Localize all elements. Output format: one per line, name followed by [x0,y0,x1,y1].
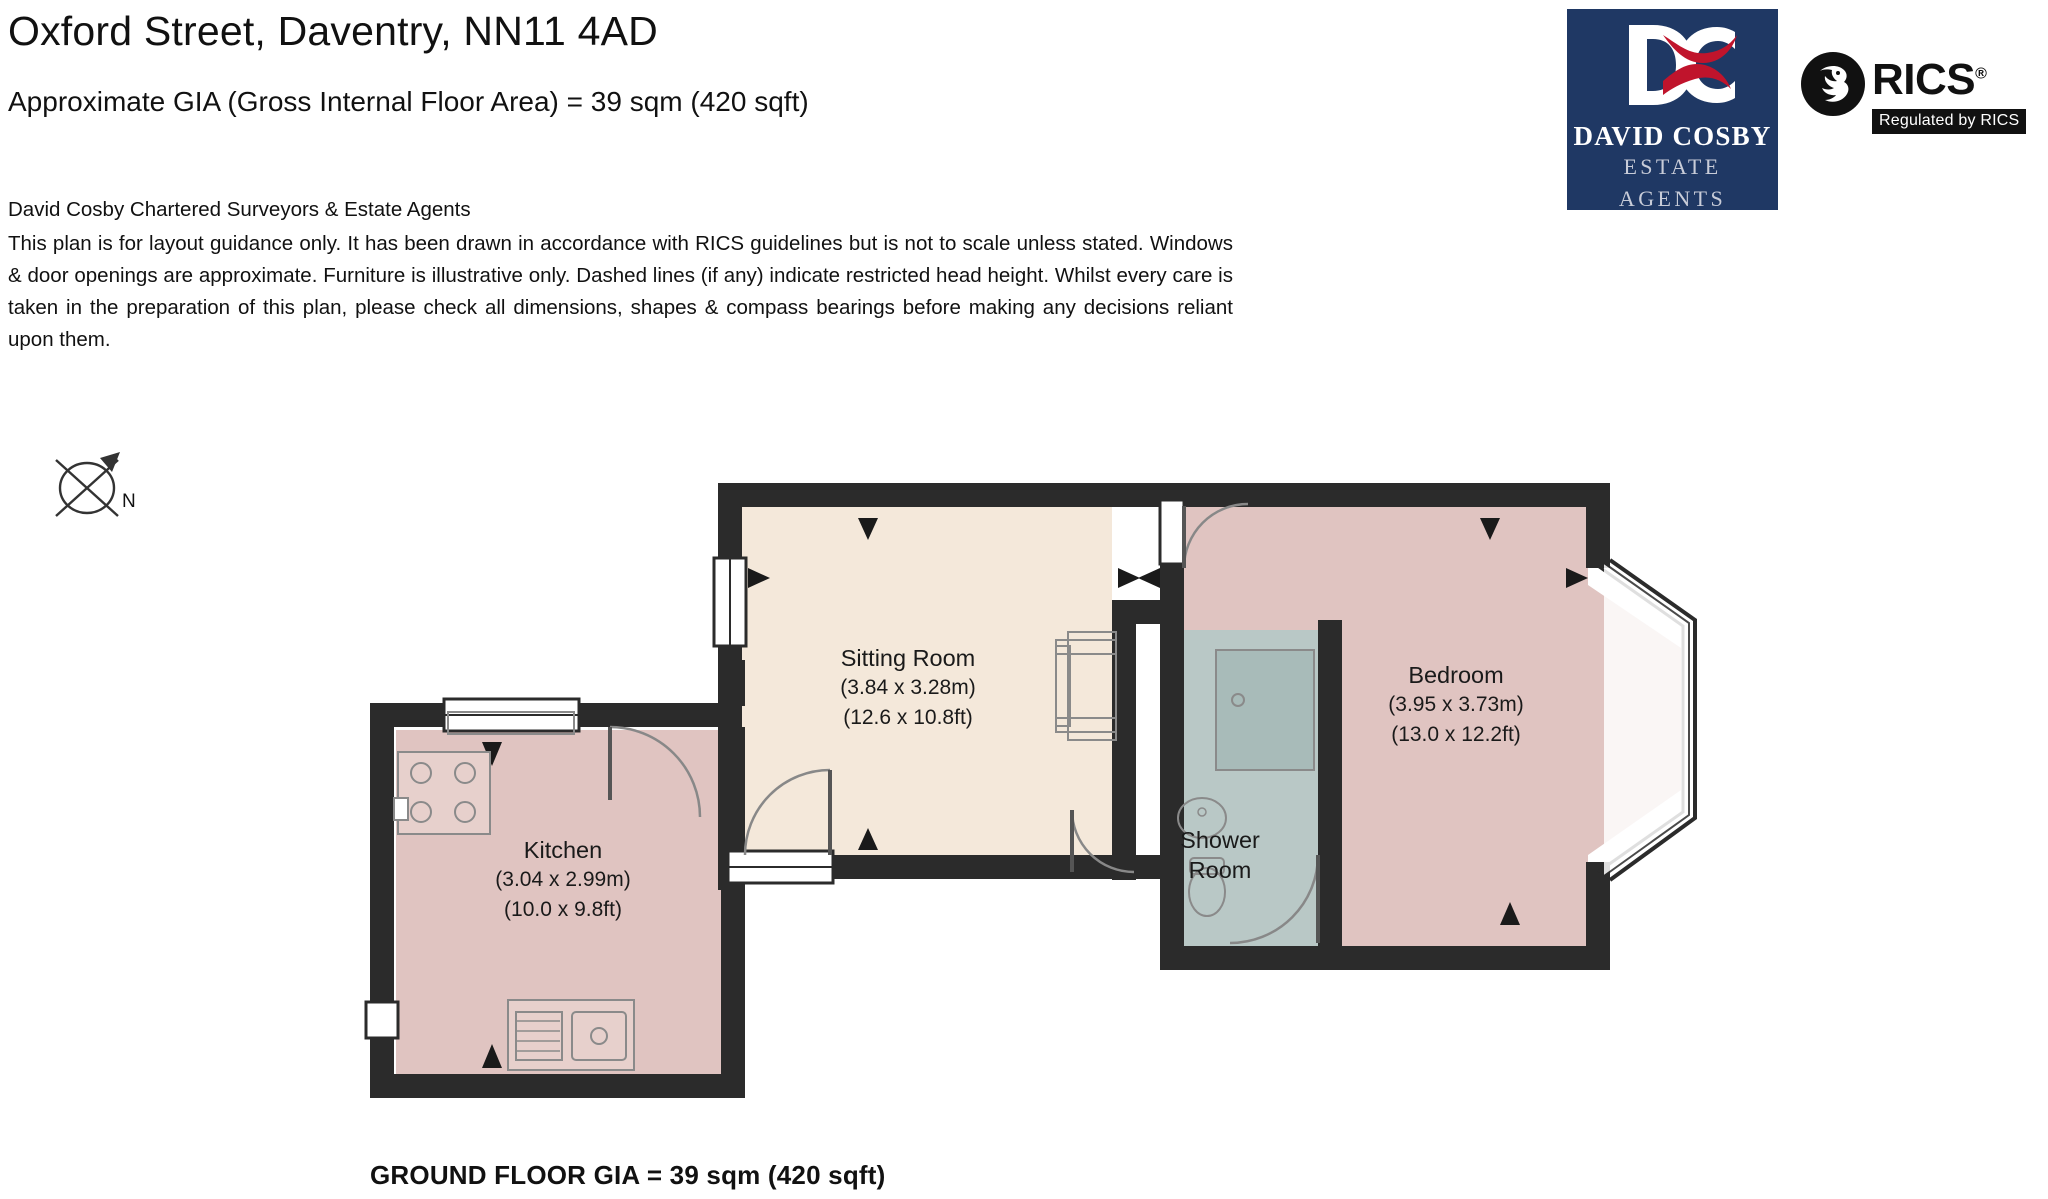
wall-kitchen-bottom [370,1074,745,1098]
rics-word-text: RICS [1872,55,1976,104]
wall-bedroom-partition [1160,505,1184,970]
firm-name: David Cosby Chartered Surveyors & Estate Agents [8,198,471,221]
rics-registered-mark: ® [1975,65,1987,83]
gia-subtitle: Approximate GIA (Gross Internal Floor Area) = 39 sqm (420 sqft) [8,86,809,117]
wall-bedroom-right-upper [1586,483,1610,568]
wall-kitchen-right [721,727,745,1098]
bay-window-bedroom [1598,560,1695,880]
rics-regulated-badge: Regulated by RICS [1872,109,2026,134]
kitchen-sink [508,1000,634,1070]
kitchen-label: Kitchen (3.04 x 2.99m) (10.0 x 9.8ft) [495,837,631,921]
dc-logo-sub: ESTATE AGENTS [1618,154,1727,211]
shower-tray [1216,650,1314,770]
bedroom-label: Bedroom (3.95 x 3.73m) (13.0 x 12.2ft) [1388,662,1524,746]
wall-bedroom-bottom [1160,946,1610,970]
kitchen-hob [394,752,490,834]
shower-room-label: Shower Room [1180,827,1260,883]
sitting-room-label: Sitting Room (3.84 x 3.28m) (12.6 x 10.8ft) [840,645,976,729]
door-opening-sitting-bedroom [1160,500,1184,564]
window-kitchen-left [366,1002,398,1038]
page-title: Oxford Street, Daventry, NN11 4AD [8,8,658,54]
ground-floor-gia-label: GROUND FLOOR GIA = 39 sqm (420 sqft) [370,1160,886,1190]
compass-north-label: N [122,491,136,512]
wall-sitting-left-upper [718,483,742,558]
disclaimer-text: This plan is for layout guidance only. It has been drawn in accordance with RICS guidelines but is not to scale unless stated. Windows & door openings are approximate. Furniture is illustrative only. Dashed lines (if any) indicate restricted head height. Whilst every care is taken in the preparation of this plan, please check all dimensions, shapes & compass bearings before making any decisions reliant upon them. [8,232,1233,351]
wall-bedroom-right-lower [1586,862,1610,970]
dc-logo-name: DAVID COSBY [1573,121,1772,151]
wall-hall-stub [718,660,745,706]
